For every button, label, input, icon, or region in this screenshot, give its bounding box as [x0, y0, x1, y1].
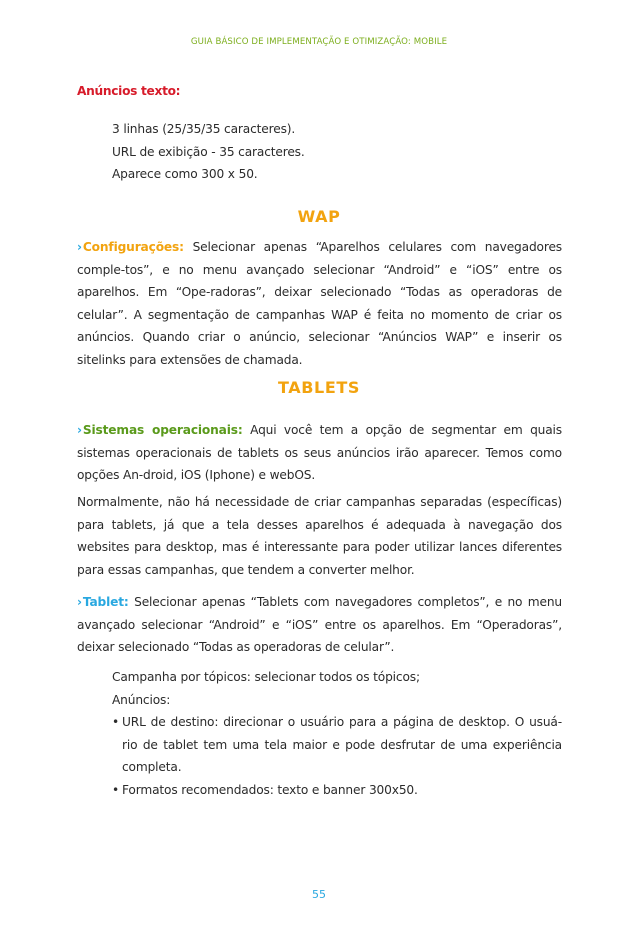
tablets-os-text: Aqui você tem a opção de segmentar em quais sistemas operacionais de tablets os seus anúncios irão aparecer. Temos como opções An-droid, iOS (Iphone) e webOS.: [77, 423, 562, 483]
list-item: [112, 711, 562, 779]
chevron-right-icon: ›: [77, 240, 82, 254]
list-item-text: URL de destino: direcionar o usuário para a página de desktop. O usuá-rio de tablet tem uma tela maior e pode desfrutar de uma experiência completa.: [122, 715, 562, 775]
bullet-icon: •: [112, 782, 120, 797]
chevron-right-icon: ›: [77, 423, 82, 437]
tablets-tablet-paragraph: [77, 591, 562, 659]
wap-config-text: Selecionar apenas “Aparelhos celulares com navegadores comple-tos”, e no menu avançado selecionar “Android” e “iOS” entre os aparelhos. Em “Ope-radoras”, deixar selecionado “Todas as operadoras de celular”. A segmentação de campanhas WAP é feita no momento de criar os anúncios. Quando criar o anúncio, selecionar “Anúncios WAP” e inserir os sitelinks para extensões de chamada.: [77, 240, 562, 367]
tablets-tablet-label: Tablet:: [82, 595, 129, 609]
tablets-os-label: Sistemas operacionais:: [82, 423, 243, 437]
bullet-icon: •: [112, 715, 120, 730]
ads-label-line: Anúncios:: [112, 692, 171, 707]
tablets-tablet-text: Selecionar apenas “Tablets com navegadores completos”, e no menu avançado selecionar “Android” e “iOS” entre os aparelhos. Em “Operadoras”, deixar selecionado “Todas as operadoras de celular”.: [77, 595, 562, 655]
text-ads-line: URL de exibição - 35 caracteres.: [112, 144, 305, 159]
text-ads-line: 3 linhas (25/35/35 caracteres).: [112, 122, 296, 136]
text-ads-line: Aparece como 300 x 50.: [112, 167, 258, 182]
campaign-topics-line: Campanha por tópicos: selecionar todos os tópicos;: [112, 670, 420, 684]
wap-config-label: Configurações:: [82, 240, 184, 254]
text-ads-heading: Anúncios texto:: [77, 84, 181, 98]
tablets-settings-list: [112, 666, 562, 802]
tablets-title: TABLETS: [277, 378, 360, 397]
list-item-text: Formatos recomendados: texto e banner 300x50.: [122, 782, 418, 797]
wap-config-paragraph: [77, 236, 562, 372]
running-header: GUIA BÁSICO DE IMPLEMENTAÇÃO E OTIMIZAÇÃO: MOBILE: [190, 37, 448, 47]
tablets-normal-paragraph: Normalmente, não há necessidade de criar campanhas separadas (específicas) para tablets, já que a tela desses aparelhos é adequada à navegação dos websites para desktop, mas é interessante para poder utilizar lances diferentes para essas campanhas, que tendem a converter melhor.: [77, 495, 562, 577]
chevron-right-icon: ›: [77, 595, 82, 609]
text-ads-list: [112, 118, 572, 186]
wap-title: WAP: [297, 207, 341, 226]
page-number: 55: [312, 888, 326, 901]
tablets-os-paragraph: [77, 419, 562, 487]
list-item: [112, 779, 562, 802]
